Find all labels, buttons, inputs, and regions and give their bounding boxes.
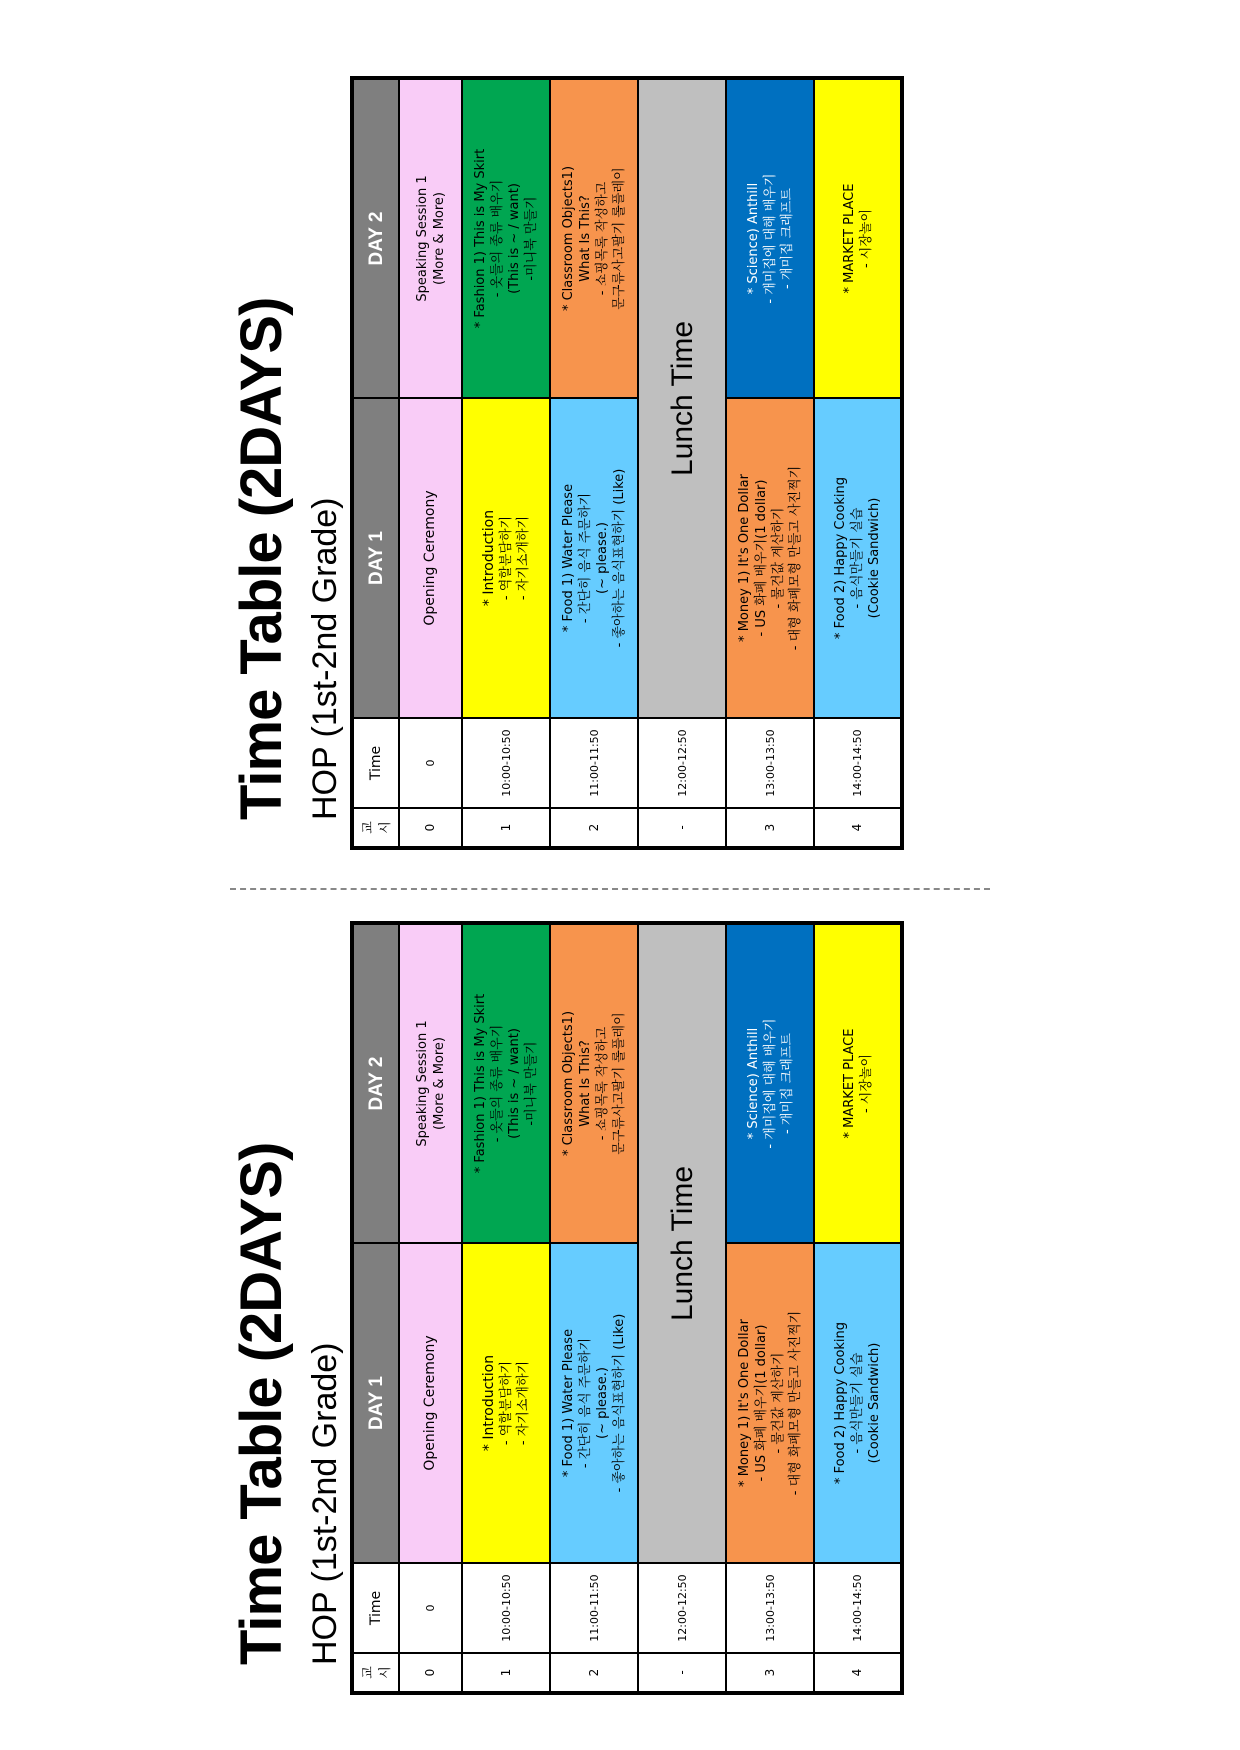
period-cell: 0	[399, 808, 462, 848]
cut-line	[230, 888, 990, 890]
activity-detail: - 역할분담하기	[498, 515, 514, 601]
time-cell: 0	[399, 1563, 462, 1653]
activity-title: Opening Ceremony	[422, 490, 438, 626]
activity-title: Opening Ceremony	[422, 1335, 438, 1471]
activity-detail: - 쇼핑목록 작성하고	[595, 1026, 610, 1141]
timetable-copy-bottom	[225, 925, 882, 1695]
time-cell: 10:00-10:50	[462, 718, 550, 808]
activity-title: * Introduction	[480, 1354, 497, 1452]
activity-detail: - 옷들의 종류 배우기	[490, 1024, 505, 1143]
lunch-cell: Lunch Time	[638, 923, 726, 1563]
activity-detail: - US 화폐 배우기(1 dollar)	[754, 479, 769, 637]
table-row	[399, 78, 462, 848]
activity-detail: - 대형 화폐모형 만들고 사진찍기	[788, 1310, 803, 1496]
day1-cell	[550, 398, 638, 718]
activity-title: * MARKET PLACE	[841, 1028, 857, 1139]
activity-detail: - 음식만들기 실습	[850, 507, 865, 609]
activity-title: * Money 1) It's One Dollar	[737, 474, 752, 642]
table-row	[726, 78, 814, 848]
period-cell: 2	[550, 1653, 638, 1693]
period-cell: -	[638, 808, 726, 848]
activity-detail: - 쇼핑목록 작성하고	[595, 181, 610, 296]
time-cell: 10:00-10:50	[462, 1563, 550, 1653]
day1-cell	[399, 398, 462, 718]
activity-title: * Food 1) Water Please	[561, 1328, 576, 1478]
page-subtitle: HOP (1st-2nd Grade)	[306, 1342, 344, 1665]
table-row	[550, 923, 638, 1693]
header-day1: DAY 1	[352, 1243, 399, 1563]
activity-title: * Classroom Objects1)	[561, 1010, 576, 1157]
activity-detail: - 개미집에 대해 배우기	[762, 1018, 778, 1149]
activity-detail: (This is ~ / want)	[507, 183, 522, 294]
table-row	[814, 78, 902, 848]
table-row	[462, 923, 550, 1693]
header-row	[352, 78, 399, 848]
time-cell: 12:00-12:50	[638, 718, 726, 808]
period-cell: 4	[814, 808, 902, 848]
period-cell: 4	[814, 1653, 902, 1693]
activity-detail: - 자기소개하기	[515, 515, 531, 601]
activity-detail: (Cookie Sandwich)	[867, 1342, 882, 1464]
activity-title: * Introduction	[480, 509, 497, 607]
activity-detail: 문구류사고팔기 롤플레이	[612, 1012, 627, 1155]
activity-detail: - 음식만들기 실습	[850, 1352, 865, 1454]
activity-detail: (More & More)	[431, 192, 447, 285]
header-time: Time	[352, 1563, 399, 1653]
activity-title: * Fashion 1) This is My Skirt	[473, 148, 488, 329]
timetable-copy-top	[225, 80, 882, 850]
time-cell: 14:00-14:50	[814, 718, 902, 808]
activity-detail: - 시장놀이	[858, 208, 874, 269]
table-row	[638, 78, 726, 848]
table-row	[814, 923, 902, 1693]
period-cell: 1	[462, 808, 550, 848]
activity-detail: - 대형 화폐모형 만들고 사진찍기	[788, 465, 803, 651]
activity-detail: - 물건값 계산하기	[771, 507, 786, 609]
day1-cell	[726, 398, 814, 718]
activity-title: * Food 2) Happy Cooking	[833, 1321, 848, 1485]
activity-title: * Money 1) It's One Dollar	[737, 1319, 752, 1487]
activity-title: * Fashion 1) This is My Skirt	[473, 993, 488, 1174]
day1-cell	[726, 1243, 814, 1563]
time-cell: 11:00-11:50	[550, 1563, 638, 1653]
day1-cell	[462, 398, 550, 718]
time-cell: 0	[399, 718, 462, 808]
page-title: Time Table (2DAYS)	[229, 1142, 294, 1665]
period-cell: 2	[550, 808, 638, 848]
table-row	[462, 78, 550, 848]
period-cell: -	[638, 1653, 726, 1693]
activity-detail: - 옷들의 종류 배우기	[490, 179, 505, 298]
activity-title: * Food 2) Happy Cooking	[833, 476, 848, 640]
header-period: 교시	[352, 1653, 399, 1693]
activity-detail: - 자기소개하기	[515, 1360, 531, 1446]
time-cell: 12:00-12:50	[638, 1563, 726, 1653]
day1-cell	[814, 398, 902, 718]
period-cell: 1	[462, 1653, 550, 1693]
time-cell: 14:00-14:50	[814, 1563, 902, 1653]
activity-detail: - 역할분담하기	[498, 1360, 514, 1446]
header-time: Time	[352, 718, 399, 808]
activity-detail: - 시장놀이	[858, 1053, 874, 1114]
day2-cell	[399, 78, 462, 398]
header-day1: DAY 1	[352, 398, 399, 718]
day1-cell	[550, 1243, 638, 1563]
page-subtitle: HOP (1st-2nd Grade)	[306, 497, 344, 820]
period-cell: 3	[726, 808, 814, 848]
activity-detail: -미니북 만들기	[524, 1041, 539, 1126]
timetable	[350, 76, 904, 850]
activity-detail: - US 화폐 배우기(1 dollar)	[754, 1324, 769, 1482]
activity-title: * Classroom Objects1)	[561, 165, 576, 312]
time-cell: 13:00-13:50	[726, 718, 814, 808]
header-row	[352, 923, 399, 1693]
activity-detail: What Is This?	[578, 195, 593, 282]
activity-title: Speaking Session 1	[414, 175, 430, 302]
day2-cell	[550, 923, 638, 1243]
time-cell: 11:00-11:50	[550, 718, 638, 808]
day2-cell	[814, 923, 902, 1243]
day2-cell	[726, 78, 814, 398]
activity-detail: (This is ~ / want)	[507, 1028, 522, 1139]
activity-detail: 문구류사고팔기 롤플레이	[612, 167, 627, 310]
day2-cell	[462, 923, 550, 1243]
activity-detail: - 물건값 계산하기	[771, 1352, 786, 1454]
day2-cell	[462, 78, 550, 398]
day2-cell	[550, 78, 638, 398]
table-row	[638, 923, 726, 1693]
activity-detail: - 개미집 크래프트	[779, 1033, 795, 1134]
header-day2: DAY 2	[352, 923, 399, 1243]
day1-cell	[814, 1243, 902, 1563]
activity-detail: (More & More)	[431, 1037, 447, 1130]
activity-detail: What Is This?	[578, 1040, 593, 1127]
day1-cell	[399, 1243, 462, 1563]
day2-cell	[726, 923, 814, 1243]
day2-cell	[399, 923, 462, 1243]
activity-title: * MARKET PLACE	[841, 183, 857, 294]
activity-detail: - 간단히 음식 주문하기	[578, 1337, 593, 1469]
activity-detail: (~ please.)	[595, 1367, 610, 1439]
page-title: Time Table (2DAYS)	[229, 297, 294, 820]
day2-cell	[814, 78, 902, 398]
table-row	[399, 923, 462, 1693]
activity-detail: -미니북 만들기	[524, 196, 539, 281]
table-row	[726, 923, 814, 1693]
activity-detail: (~ please.)	[595, 522, 610, 594]
activity-title: Speaking Session 1	[414, 1020, 430, 1147]
header-day2: DAY 2	[352, 78, 399, 398]
activity-detail: - 간단히 음식 주문하기	[578, 492, 593, 624]
timetable	[350, 921, 904, 1695]
header-period: 교시	[352, 808, 399, 848]
activity-detail: - 좋아하는 음식표현하기 (Like)	[612, 1313, 627, 1493]
time-cell: 13:00-13:50	[726, 1563, 814, 1653]
activity-title: * Food 1) Water Please	[561, 483, 576, 633]
activity-detail: - 좋아하는 음식표현하기 (Like)	[612, 468, 627, 648]
activity-detail: - 개미집 크래프트	[779, 188, 795, 289]
activity-title: * Science) Anthill	[745, 182, 761, 295]
period-cell: 0	[399, 1653, 462, 1693]
day1-cell	[462, 1243, 550, 1563]
activity-title: * Science) Anthill	[745, 1027, 761, 1140]
period-cell: 3	[726, 1653, 814, 1693]
lunch-cell: Lunch Time	[638, 78, 726, 718]
activity-detail: (Cookie Sandwich)	[867, 497, 882, 619]
table-row	[550, 78, 638, 848]
activity-detail: - 개미집에 대해 배우기	[762, 173, 778, 304]
